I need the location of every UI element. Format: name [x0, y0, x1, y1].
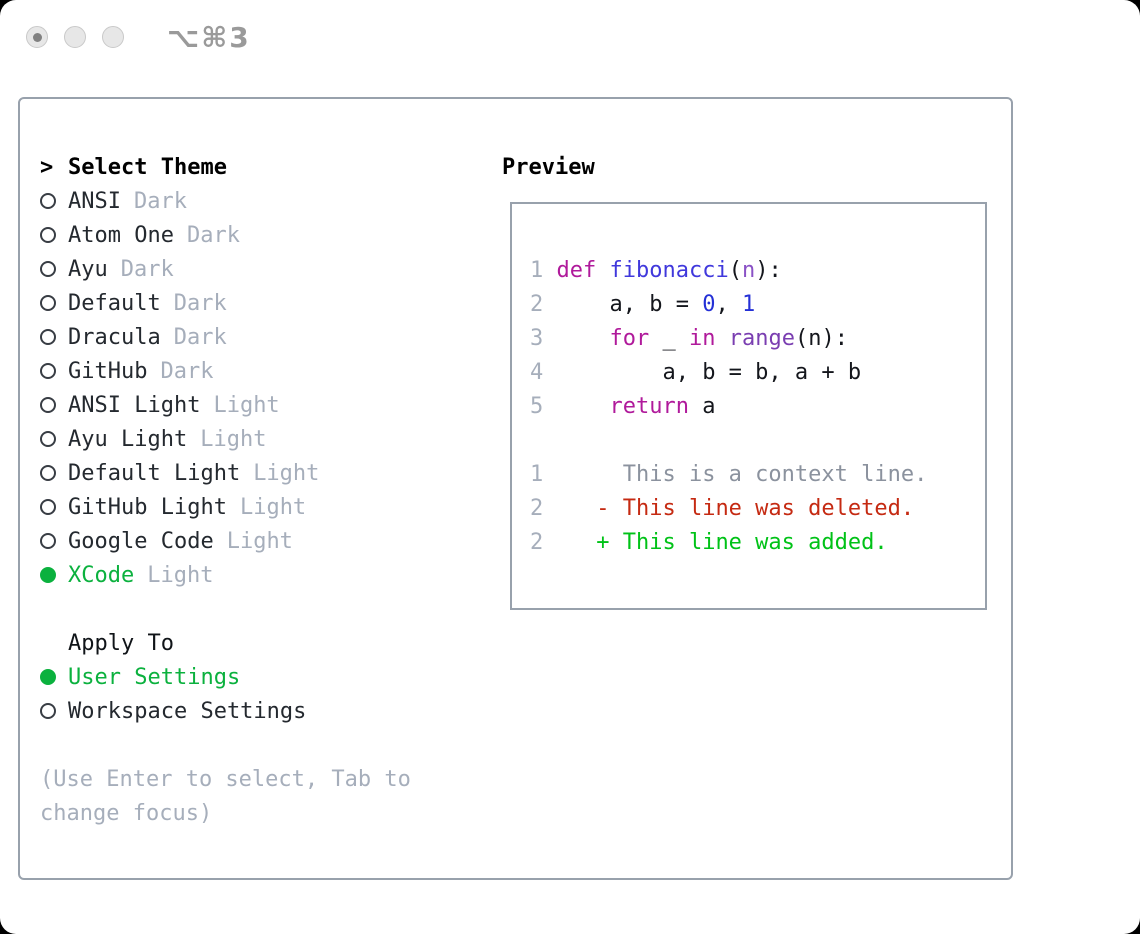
- select-theme-header: [40, 150, 411, 184]
- radio-slot: [40, 669, 68, 685]
- theme-name: Dracula: [68, 324, 161, 350]
- code-token-context: This is a context line.: [556, 461, 928, 487]
- radio-icon: [40, 193, 56, 209]
- theme-variant-badge: Light: [226, 528, 293, 554]
- theme-option-github[interactable]: [40, 354, 411, 388]
- code-token-number: 1: [741, 291, 756, 317]
- theme-variant-badge: Light: [239, 494, 307, 520]
- radio-selected-icon: [40, 669, 56, 685]
- code-token-plain: a, b =: [556, 291, 703, 317]
- code-line: [530, 389, 927, 423]
- gutter-gap: [543, 428, 556, 453]
- theme-variant-badge: Dark: [186, 222, 240, 248]
- code-token-builtin: range: [728, 325, 795, 351]
- theme-name: GitHub Light: [68, 494, 227, 520]
- theme-variant-badge: Light: [200, 426, 267, 452]
- line-number: 1: [530, 257, 544, 283]
- theme-option-default-light[interactable]: [40, 456, 411, 490]
- code-token-plain: a, b = b, a + b: [556, 359, 862, 385]
- hint-text: (Use Enter to select, Tab to: [40, 766, 411, 792]
- spacer-row: [40, 592, 411, 626]
- apply-to-header: [40, 626, 411, 660]
- code-token-plain: ):: [755, 257, 782, 283]
- code-token-plain: [557, 326, 610, 351]
- code-token-plain: [596, 258, 609, 283]
- code-line: [530, 287, 927, 321]
- theme-name: XCode: [68, 562, 135, 588]
- theme-option-dracula[interactable]: [40, 320, 411, 354]
- gutter-gap: [543, 462, 556, 487]
- radio-slot: [40, 227, 68, 243]
- radio-slot: [40, 193, 68, 209]
- theme-option-default[interactable]: [40, 286, 411, 320]
- code-token-keyword: in: [688, 325, 716, 351]
- theme-name: ANSI: [68, 188, 121, 214]
- gutter-gap: [543, 360, 556, 385]
- radio-slot: [40, 499, 68, 515]
- code-token-function: fibonacci: [609, 257, 729, 283]
- radio-icon: [40, 261, 56, 277]
- code-line: [530, 525, 927, 559]
- apply-option-label: User Settings: [68, 664, 241, 690]
- line-number: 2: [530, 529, 544, 555]
- line-number: 5: [530, 393, 544, 419]
- radio-slot: [40, 363, 68, 379]
- theme-name: ANSI Light: [68, 392, 201, 418]
- theme-picker: [40, 150, 411, 830]
- radio-slot: [40, 397, 68, 413]
- code-line: [530, 321, 927, 355]
- theme-name: Default: [68, 290, 161, 316]
- apply-option-user-settings[interactable]: [40, 660, 411, 694]
- radio-slot: [40, 329, 68, 345]
- radio-icon: [40, 295, 56, 311]
- theme-variant-badge: Light: [253, 460, 320, 486]
- radio-icon: [40, 465, 56, 481]
- gutter-gap: [543, 394, 556, 419]
- apply-option-workspace-settings[interactable]: [40, 694, 411, 728]
- close-button[interactable]: [26, 26, 48, 48]
- radio-icon: [40, 363, 56, 379]
- code-line: [530, 457, 927, 491]
- theme-option-google-code[interactable]: [40, 524, 411, 558]
- code-token-deleted: - This line was deleted.: [556, 495, 915, 521]
- gutter-gap: [543, 292, 556, 317]
- theme-variant-badge: Dark: [173, 290, 227, 316]
- code-token-plain: ,: [715, 291, 742, 317]
- code-line: [530, 253, 927, 287]
- preview-title: Preview: [502, 154, 595, 180]
- radio-slot: [40, 703, 68, 719]
- line-number: 2: [530, 495, 544, 521]
- hint-text-line: [40, 796, 411, 830]
- theme-variant-badge: Dark: [160, 358, 214, 384]
- code-token-plain: [715, 326, 728, 351]
- radio-icon: [40, 703, 56, 719]
- spacer-row: [40, 728, 411, 762]
- theme-variant-badge: Dark: [120, 256, 174, 282]
- titlebar: [0, 0, 1140, 74]
- minimize-button[interactable]: [64, 26, 86, 48]
- theme-option-ayu-light[interactable]: [40, 422, 411, 456]
- code-token-plain: (n):: [794, 325, 848, 351]
- theme-option-ansi-light[interactable]: [40, 388, 411, 422]
- theme-option-ayu[interactable]: [40, 252, 411, 286]
- theme-name: Default Light: [68, 460, 241, 486]
- code-token-plain: _: [649, 325, 689, 351]
- radio-icon: [40, 227, 56, 243]
- radio-slot: [40, 295, 68, 311]
- radio-icon: [40, 329, 56, 345]
- theme-variant-badge: Dark: [173, 324, 227, 350]
- code-token-number: 0: [702, 291, 716, 317]
- gutter-gap: [543, 496, 556, 521]
- theme-variant-badge: Dark: [133, 188, 187, 214]
- code-line: [530, 423, 927, 457]
- theme-name: Google Code: [68, 528, 214, 554]
- code-token-keyword: return: [609, 393, 689, 419]
- close-button-dot-icon: [33, 33, 42, 42]
- preview-panel: [510, 202, 987, 610]
- radio-slot: [40, 465, 68, 481]
- theme-option-ansi[interactable]: [40, 184, 411, 218]
- gutter-gap: [543, 258, 556, 283]
- apply-to-label: Apply To: [68, 630, 174, 656]
- radio-selected-icon: [40, 567, 56, 583]
- code-token-keyword: def: [556, 257, 597, 283]
- cursor-prefix-glyph: >: [40, 154, 54, 180]
- theme-option-atom-one[interactable]: [40, 218, 411, 252]
- line-number: 1: [530, 461, 544, 487]
- page-title: Select Theme: [68, 154, 227, 180]
- theme-variant-badge: Light: [213, 392, 280, 418]
- code-token-plain: a: [688, 393, 716, 419]
- line-number: 2: [530, 291, 544, 317]
- theme-name: Ayu: [68, 256, 108, 282]
- code-preview: [530, 253, 927, 559]
- theme-name: Atom One: [68, 222, 174, 248]
- apply-option-label: Workspace Settings: [68, 698, 307, 724]
- code-token-param: n: [741, 257, 756, 283]
- radio-icon: [40, 499, 56, 515]
- line-number: 4: [530, 359, 544, 385]
- radio-icon: [40, 397, 56, 413]
- radio-slot: [40, 261, 68, 277]
- gutter-gap: [543, 530, 556, 555]
- code-token-plain: (: [728, 257, 742, 283]
- radio-slot: [40, 533, 68, 549]
- radio-icon: [40, 533, 56, 549]
- theme-option-xcode[interactable]: [40, 558, 411, 592]
- code-token-keyword: for: [609, 325, 650, 351]
- code-token-added: + This line was added.: [556, 529, 888, 555]
- radio-slot: [40, 567, 68, 583]
- theme-dialog: [18, 97, 1013, 880]
- cursor-prefix: [40, 155, 68, 180]
- zoom-button[interactable]: [102, 26, 124, 48]
- radio-slot: [40, 431, 68, 447]
- radio-icon: [40, 431, 56, 447]
- window-shortcut-label: ⌥⌘3: [167, 21, 251, 54]
- code-line: [530, 491, 927, 525]
- theme-variant-badge: Light: [147, 562, 214, 588]
- code-line: [530, 355, 927, 389]
- theme-name: Ayu Light: [68, 426, 188, 452]
- gutter-gap: [543, 326, 556, 351]
- hint-text: change focus): [40, 800, 213, 826]
- code-token-plain: [557, 394, 610, 419]
- theme-option-github-light[interactable]: [40, 490, 411, 524]
- hint-text-line: [40, 762, 411, 796]
- theme-name: GitHub: [68, 358, 148, 384]
- line-number: 3: [530, 325, 544, 351]
